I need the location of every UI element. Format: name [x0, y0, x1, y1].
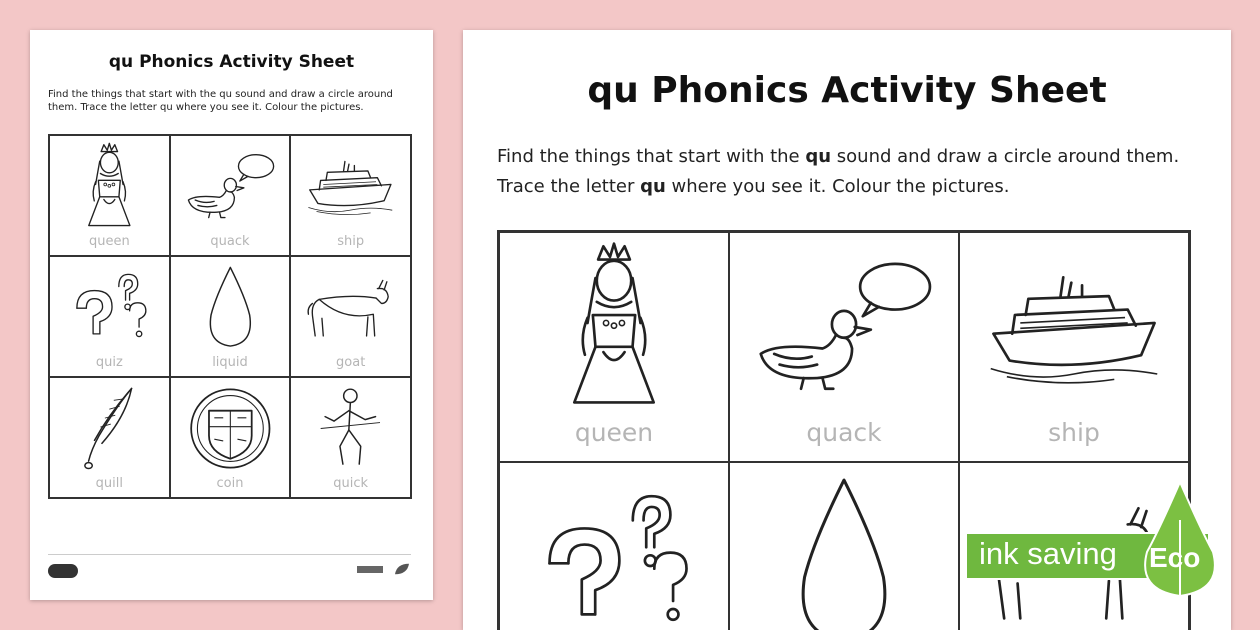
cell-label: queen — [88, 234, 130, 249]
ship-icon — [980, 241, 1168, 413]
runner-icon — [303, 384, 398, 473]
droplet-icon — [750, 471, 938, 630]
grid-cell — [49, 135, 170, 256]
goat-icon — [303, 263, 398, 352]
grid-cell — [170, 377, 291, 498]
instructions-bold-qu: qu — [805, 146, 832, 167]
page-title: qu Phonics Activity Sheet — [587, 70, 1107, 111]
cell-label: queen — [574, 418, 654, 447]
cell-label: quack — [806, 418, 882, 447]
green-droplet-icon — [1137, 480, 1223, 598]
thumbnail-instructions: Find the things that start with the qu sound and draw a circle around them. Trace the letter qu where you see it. Colour the pictures. — [48, 89, 393, 113]
queen-icon — [520, 241, 708, 413]
question-marks-icon — [520, 471, 708, 630]
instructions-text: where you see it. Colour the pictures. — [665, 176, 1010, 197]
droplet-icon — [183, 263, 278, 352]
instructions-text: sound and draw a circle around them. Trace the letter — [497, 146, 1180, 197]
grid-cell — [290, 256, 411, 377]
thumbnail-sheet[interactable] — [30, 30, 433, 600]
grid-cell — [499, 462, 729, 630]
cell-label: ship — [337, 234, 365, 249]
footer-divider — [48, 554, 411, 555]
cell-label: quill — [95, 476, 123, 491]
duck-icon — [750, 241, 938, 413]
cell-label: quick — [333, 476, 369, 491]
thumbnail-picture-grid — [48, 134, 412, 499]
instructions — [497, 142, 1201, 202]
question-marks-icon — [62, 263, 157, 352]
grid-cell — [49, 377, 170, 498]
grid-cell — [729, 232, 959, 462]
eco-ink-saving-badge[interactable] — [965, 480, 1247, 598]
grid-cell — [290, 377, 411, 498]
instructions-bold-qu: qu — [640, 176, 666, 197]
cell-label: quiz — [95, 355, 123, 370]
eco-word: Eco — [1149, 542, 1201, 573]
quill-icon — [62, 384, 157, 473]
duck-icon — [183, 142, 278, 231]
grid-cell — [290, 135, 411, 256]
footer-brand-mark — [357, 566, 383, 573]
grid-cell — [49, 256, 170, 377]
thumbnail-title: qu Phonics Activity Sheet — [108, 52, 355, 72]
cell-label: quack — [210, 234, 250, 249]
cell-label: ship — [1048, 418, 1100, 447]
grid-cell — [499, 232, 729, 462]
coin-icon — [183, 384, 278, 473]
cell-label: goat — [336, 355, 366, 370]
grid-cell — [170, 256, 291, 377]
grid-cell — [959, 232, 1189, 462]
ship-icon — [303, 142, 398, 231]
leaf-icon — [393, 562, 411, 576]
cell-label: coin — [216, 476, 244, 491]
publisher-logo — [48, 564, 78, 578]
grid-cell — [729, 462, 959, 630]
eco-banner-text: ink saving — [979, 536, 1117, 571]
cell-label: liquid — [212, 355, 248, 370]
queen-icon — [62, 142, 157, 231]
grid-cell — [170, 135, 291, 256]
instructions-text: Find the things that start with the — [497, 146, 806, 167]
